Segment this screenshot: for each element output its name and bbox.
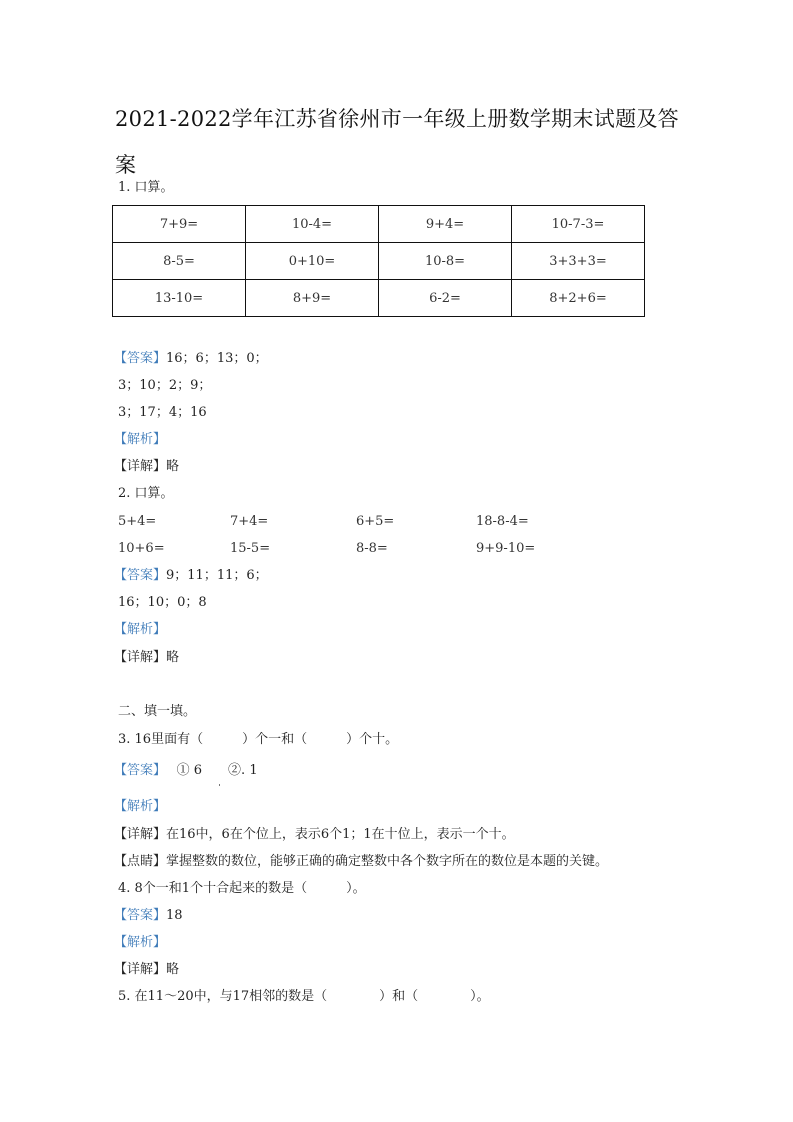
table-row — [113, 280, 645, 317]
answer-label: 【答案】 — [114, 351, 167, 366]
table-cell: 3+3+3= — [512, 243, 645, 280]
q1-detail-text: 略 — [166, 459, 180, 474]
table-cell: 8+9= — [246, 280, 379, 317]
q2-analysis-label: 【解析】 — [114, 622, 167, 637]
q1-answer-line-1: 16；6；13；0； — [166, 351, 268, 366]
q4-answer — [114, 907, 183, 925]
table-cell: 10-7-3= — [512, 206, 645, 243]
q3-point-text: 掌握整数的数位，能够正确的确定整数中各个数字所在的数位是本题的关键。 — [166, 854, 609, 869]
detail-label: 【详解】 — [114, 650, 167, 665]
q2-expr: 18-8-4= — [476, 514, 529, 529]
detail-label: 【详解】 — [114, 962, 167, 977]
q2-expr: 6+5= — [356, 514, 395, 529]
q2-expr: 8-8= — [356, 541, 388, 556]
q4-answer-text: 18 — [166, 908, 183, 923]
q4-prompt: 4. 8个一和1个十合起来的数是（ ）。 — [118, 881, 366, 896]
table-cell: 6-2= — [379, 280, 512, 317]
table-row — [113, 206, 645, 243]
table-cell: 7+9= — [113, 206, 246, 243]
answer-label: 【答案】 — [114, 568, 167, 583]
q2-detail — [114, 649, 179, 667]
detail-label: 【详解】 — [114, 827, 167, 842]
q2-answer — [114, 567, 268, 585]
answer-label: 【答案】 — [114, 763, 160, 778]
detail-label: 【详解】 — [114, 459, 167, 474]
q1-calc-table — [112, 205, 645, 317]
q2-prompt: 2. 口算。 — [118, 486, 174, 501]
q1-prompt: 1. 口算。 — [118, 180, 174, 195]
q3-answer-text: ① 6 ②. 1 — [159, 763, 258, 778]
q4-detail-text: 略 — [166, 962, 180, 977]
q3-answer — [114, 762, 258, 780]
q4-detail — [114, 961, 179, 979]
section-heading: 二、填一填。 — [118, 704, 197, 719]
q1-answer — [114, 350, 268, 368]
q2-answer-line-2: 16；10；0；8 — [118, 595, 207, 610]
q1-answer-line-3: 3；17；4；16 — [118, 405, 207, 420]
q3-prompt: 3. 16里面有（ ）个一和（ ）个十。 — [118, 732, 399, 747]
q1-answer-line-2: 3；10；2；9； — [118, 378, 212, 393]
q2-expr: 5+4= — [118, 514, 157, 529]
q2-expr: 7+4= — [230, 514, 269, 529]
answer-label: 【答案】 — [114, 908, 167, 923]
table-cell: 13-10= — [113, 280, 246, 317]
table-cell: 0+10= — [246, 243, 379, 280]
table-cell: 8-5= — [113, 243, 246, 280]
point-label: 【点睛】 — [114, 854, 167, 869]
table-cell: 8+2+6= — [512, 280, 645, 317]
q4-analysis-label: 【解析】 — [114, 935, 167, 950]
q3-detail — [114, 826, 515, 844]
table-row — [113, 243, 645, 280]
q5-prompt: 5. 在11～20中，与17相邻的数是（ ）和（ ）。 — [118, 989, 490, 1004]
table-cell: 10-8= — [379, 243, 512, 280]
q2-answer-line-1: 9；11；11；6； — [166, 568, 268, 583]
q1-detail — [114, 458, 179, 476]
q2-detail-text: 略 — [166, 650, 180, 665]
q2-expr: 10+6= — [118, 541, 165, 556]
q1-analysis-label: 【解析】 — [114, 432, 167, 447]
q3-analysis-label: 【解析】 — [114, 799, 167, 814]
table-cell: 9+4= — [379, 206, 512, 243]
q3-point — [114, 853, 608, 871]
q3-detail-text: 在16中，6在个位上，表示6个1；1在十位上，表示一个十。 — [166, 827, 515, 842]
q2-expr: 9+9-10= — [476, 541, 536, 556]
table-cell: 10-4= — [246, 206, 379, 243]
stray-dot — [219, 784, 220, 786]
q2-expr: 15-5= — [230, 541, 271, 556]
page-title: 2021-2022学年江苏省徐州市一年级上册数学期末试题及答案 — [115, 107, 679, 177]
